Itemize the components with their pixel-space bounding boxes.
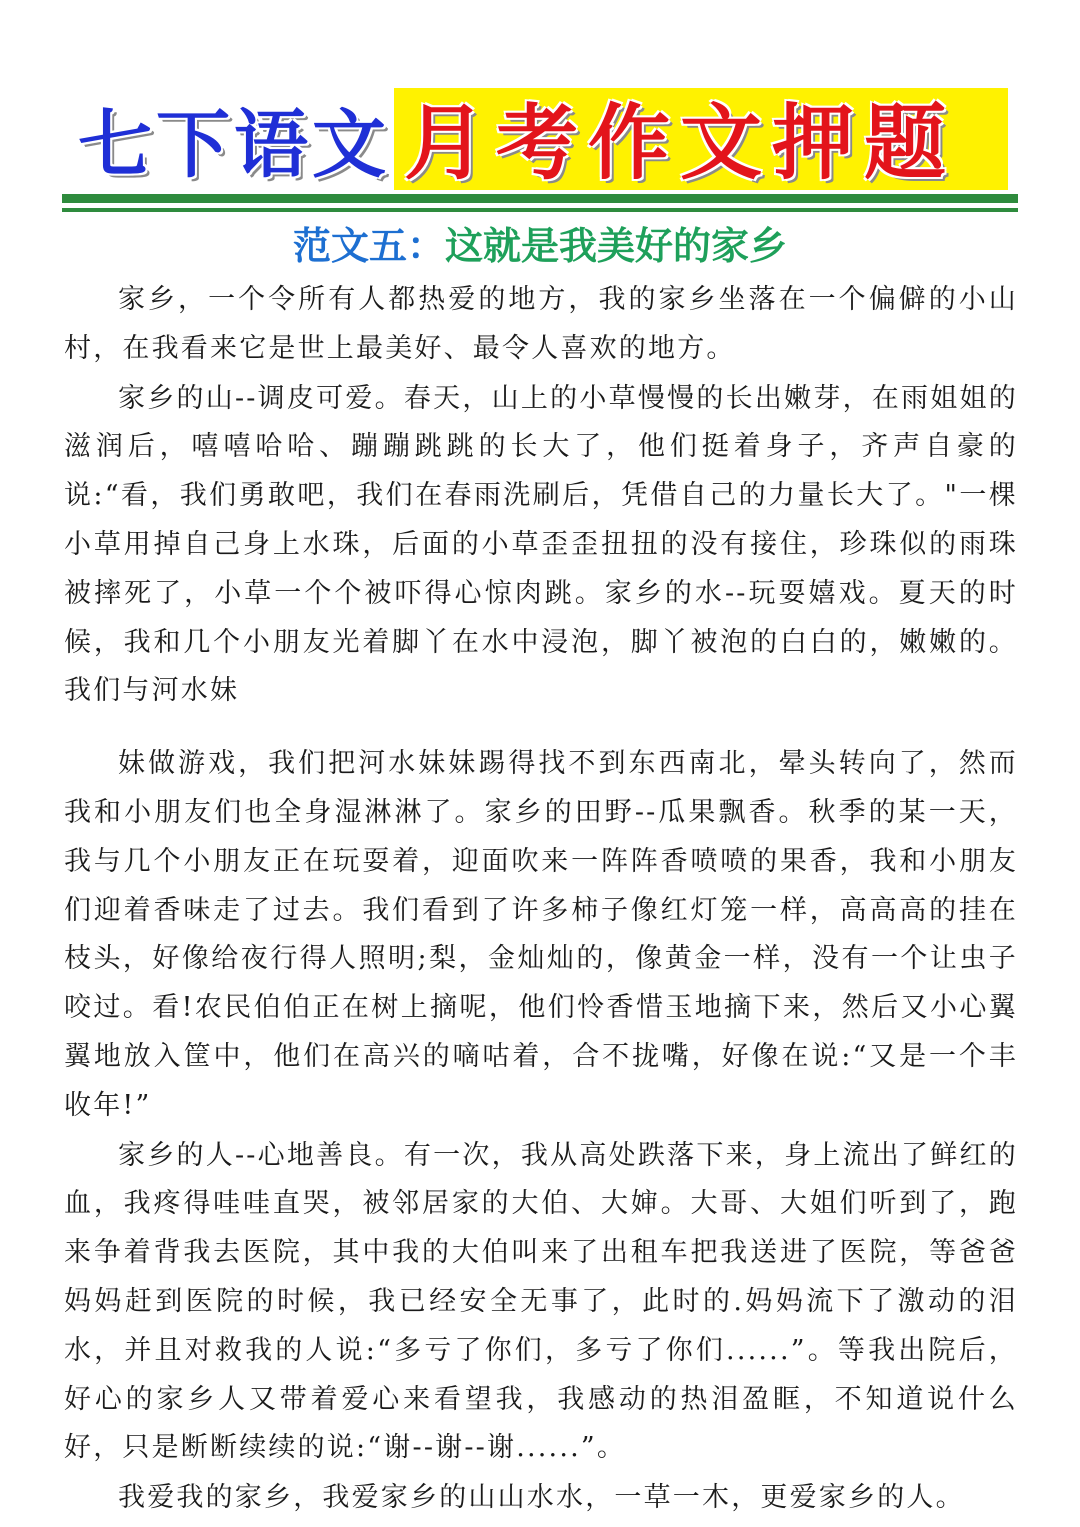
essay-label: 范文五： xyxy=(292,223,445,268)
paragraph: 家乡的山--调皮可爱。春天，山上的小草慢慢的长出嫩芽，在雨姐姐的滋润后，嘻嘻哈哈、蹦蹦跳跳的长大了，他们挺着身子，齐声自豪的说:“看，我们勇敢吧，我们在春雨洗刷后，凭借自己的力量长大了。"一棵小草用掉自己身上水珠，后面的小草歪歪扭扭的没有接住，珍珠似的雨珠被摔死了，小草一个个被吓得心惊肉跳。家乡的水--玩耍嬉戏。夏天的时候，我和几个小朋友光着脚丫在水中浸泡，脚丫被泡的白白的，嫩嫩的。我们与河水妹 xyxy=(64,382,1018,707)
page-header xyxy=(78,88,1008,190)
paragraph: 家乡的人--心地善良。有一次，我从高处跌落下来，身上流出了鲜红的血，我疼得哇哇直哭，被邻居家的大伯、大婶。大哥、大姐们听到了，跑来争着背我去医院，其中我的大伯叫来了出租车把我送进了医院，等爸爸妈妈赶到医院的时候，我已经安全无事了，此时的.妈妈流下了激动的泪水，并且对救我的人说:“多亏了你们，多亏了你们......”。等我出院后，好心的家乡人又带着爱心来看望我，我感动的热泪盈眶，不知道说什么好，只是断断续续的说:“谢--谢--谢......”。 xyxy=(64,1139,1018,1464)
paragraph: 家乡，一个令所有人都热爱的地方，我的家乡坐落在一个偏僻的小山村，在我看来它是世上最美好、最令人喜欢的地方。 xyxy=(64,284,1018,364)
paragraph: 妹做游戏，我们把河水妹妹踢得找不到东西南北，晕头转向了，然而我和小朋友们也全身湿淋淋了。家乡的田野--瓜果飘香。秋季的某一天，我与几个小朋友正在玩耍着，迎面吹来一阵阵香喷喷的果香，我和小朋友们迎着香味走了过去。我们看到了许多柿子像红灯笼一样，高高高的挂在枝头，好像给夜行得人照明;梨，金灿灿的，像黄金一样，没有一个让虫子咬过。看!农民伯伯正在树上摘呢，他们怜香惜玉地摘下来，然后又小心翼翼地放入筐中，他们在高兴的嘀咕着，合不拢嘴，好像在说:“又是一个丰收年!” xyxy=(64,748,1018,1121)
essay-heading xyxy=(0,222,1080,270)
header-rule-thin xyxy=(62,208,1018,212)
title-exam-topic: 月考作文押题 xyxy=(404,96,957,191)
title-grade-subject: 七下语文 xyxy=(78,102,390,188)
header-rule-thick xyxy=(62,194,1018,203)
essay-body xyxy=(64,276,1018,1523)
paragraph: 我爱我的家乡，我爱家乡的山山水水，一草一木，更爱家乡的人。 xyxy=(118,1482,965,1514)
essay-title: 这就是我美好的家乡 xyxy=(445,223,788,268)
